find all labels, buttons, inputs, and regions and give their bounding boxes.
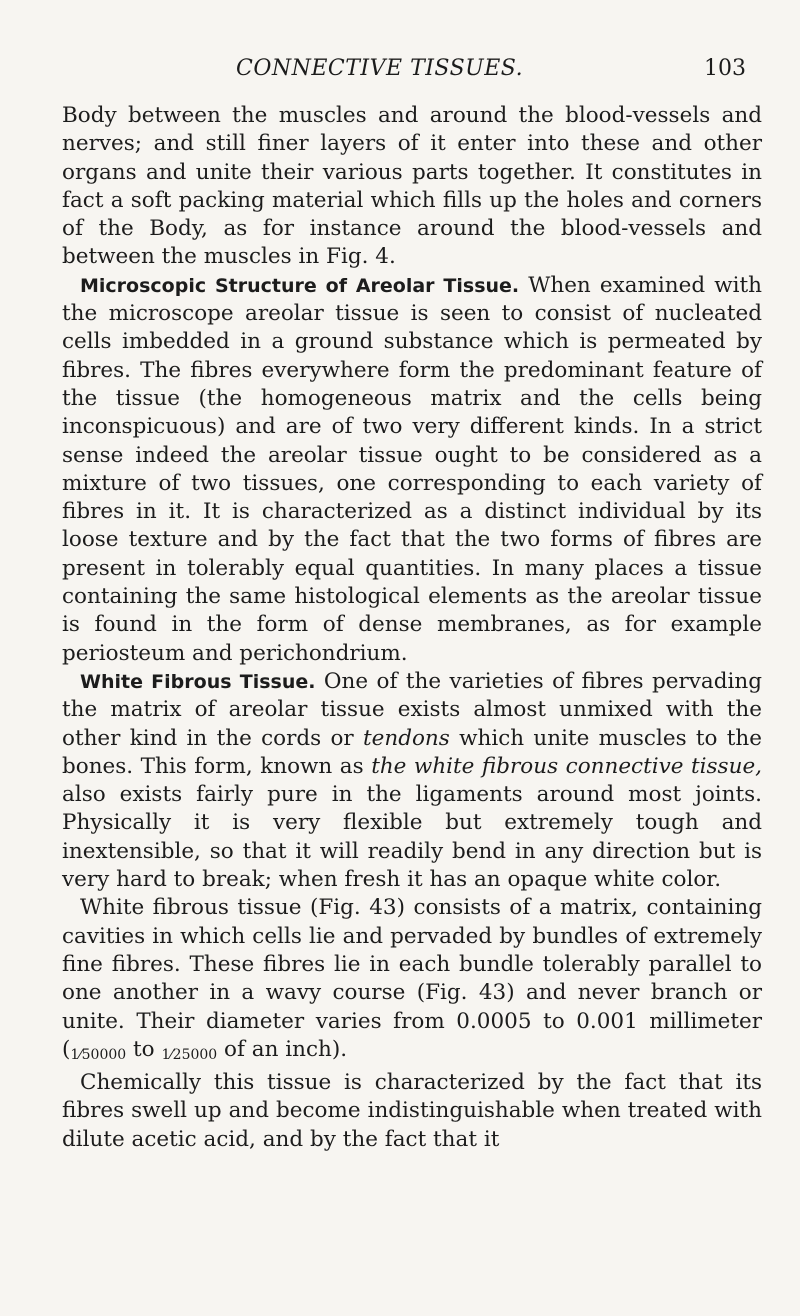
paragraph-text: Chemically this tissue is characterized by the fact that its fibres swell up and become indistinguishable when treated with dilute acetic acid, and by the fact that it	[62, 1070, 762, 1152]
paragraph-text: of an inch).	[217, 1036, 348, 1062]
paragraph-areolar-microscopic	[62, 272, 762, 668]
paragraph-text: to	[126, 1036, 162, 1062]
fraction-twenty-five-thousandth: 1⁄25000	[161, 1046, 218, 1063]
paragraph-text: Body between the muscles and around the blood-vessels and nerves; and still finer layers of it enter into these and other organs and unite their various parts together. It constitutes in fact a soft packing material which fills up the holes and corners of the Body, as for instance around the blood-vessels and between the muscles in Fig. 4.	[62, 103, 762, 270]
paragraph-text: also exists fairly pure in the ligaments around most joints. Physically it is very flexible but extremely tough and inextensible, so that it will readily bend in any direction but is very hard to break; when fresh it has an opaque white color.	[62, 782, 762, 893]
running-title: CONNECTIVE TISSUES.	[236, 56, 524, 81]
page-content	[62, 0, 762, 1154]
paragraph-text: White fibrous tissue (Fig. 43) consists of a matrix, containing cavities in which cells lie and pervaded by bundles of extremely fine fibres. These fibres lie in each bundle tolerably parallel to one another in a wavy course (Fig. 43) and never branch or unite. Their diameter varies from 0.0005 to 0.001 millimeter (	[62, 895, 762, 1062]
paragraph-text: One of the varieties of fibres pervading the matrix of areolar tissue exists almost unmixed with the other kind in the cords or	[62, 668, 762, 751]
paragraph-white-fibrous	[62, 668, 762, 894]
paragraph-continuation	[62, 102, 762, 272]
section-heading-white-fibrous: White Fibrous Tissue.	[80, 670, 316, 693]
page-number: 103	[704, 56, 746, 81]
body-text	[62, 102, 762, 1154]
section-heading-areolar: Microscopic Structure of Areolar Tissue.	[80, 274, 520, 297]
italic-term-tendons: tendons	[362, 725, 450, 751]
running-head	[62, 56, 762, 102]
paragraph-text: which unite muscles to the bones. This form, known as	[62, 725, 762, 779]
paragraph-fibre-structure	[62, 894, 762, 1069]
paragraph-text: When examined with the microscope areolar tissue is seen to consist of nucleated cells imbedded in a ground substance which is permeated by fibres. The fibres everywhere form the predominant feature of the tissue (the homogeneous matrix and the cells being inconspicuous) and are of two very different kinds. In a strict sense indeed the areolar tissue ought to be considered as a mixture of two tissues, one corresponding to each variety of fibres in it. It is characterized as a distinct individual by its loose texture and by the fact that the two forms of fibres are present in tolerably equal quantities. In many places a tissue containing the same histological elements as the areolar tissue is found in the form of dense membranes, as for example periosteum and perichondrium.	[62, 272, 762, 666]
italic-term-white-fibrous: the white fibrous connective tissue,	[371, 753, 762, 779]
fraction-fifty-thousandth: 1⁄50000	[70, 1046, 127, 1063]
paragraph-chemical	[62, 1069, 762, 1154]
